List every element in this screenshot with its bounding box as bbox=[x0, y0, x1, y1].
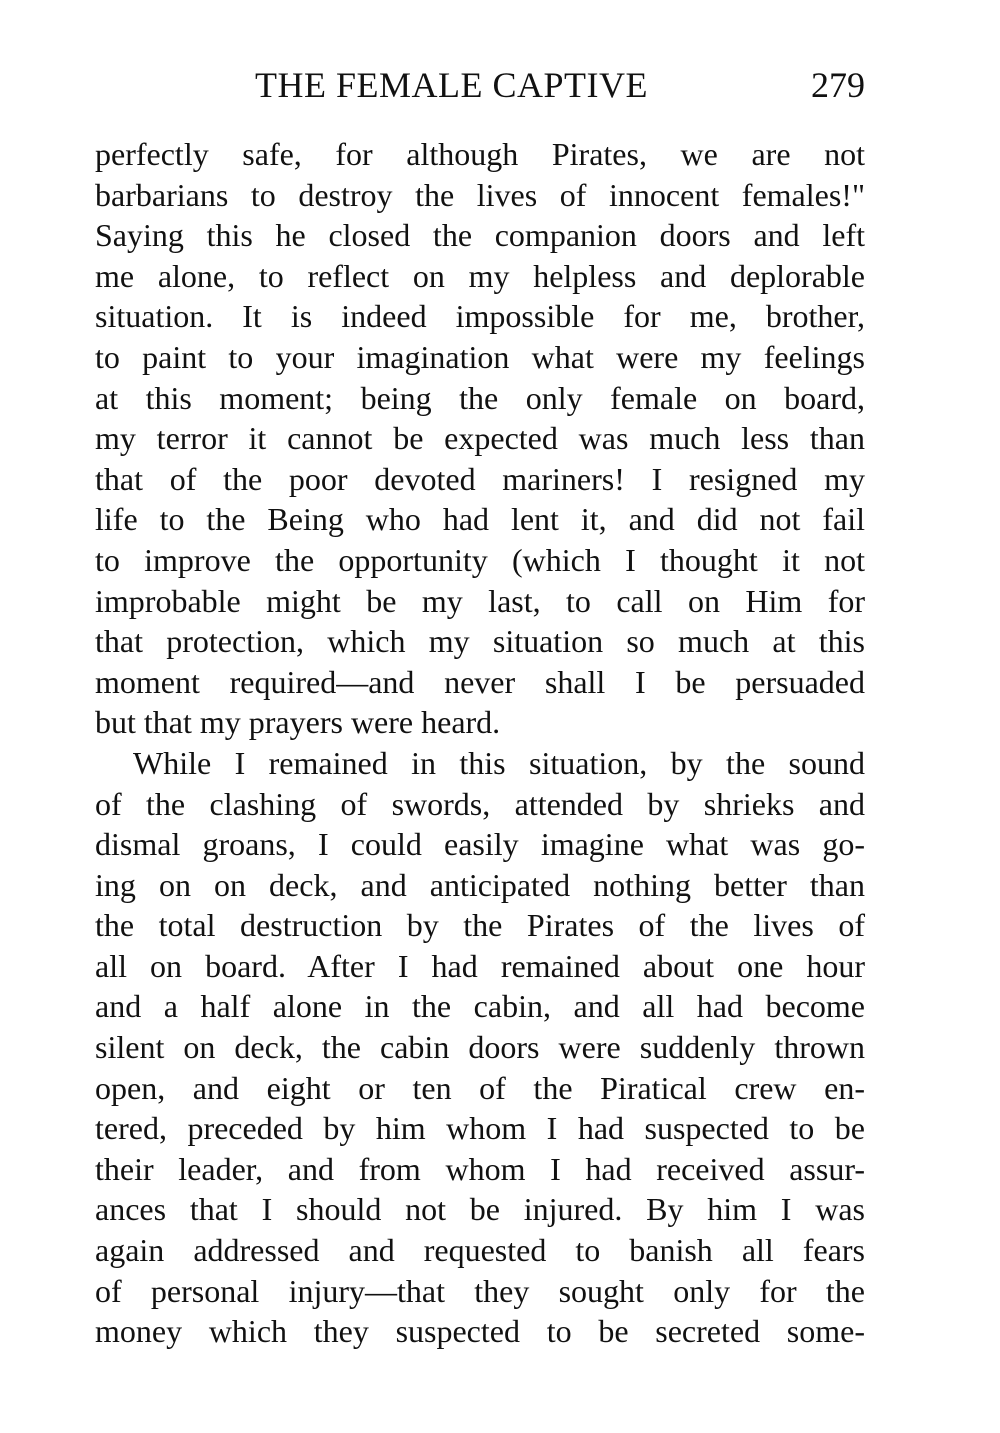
text-line: ances that I should not be injured. By him I was bbox=[95, 1191, 865, 1228]
text-line: at this moment; being the only female on board, bbox=[95, 379, 865, 416]
text-line: While I remained in this situation, by the sound bbox=[133, 744, 865, 781]
paragraph-2 bbox=[95, 743, 865, 1352]
text-line: again addressed and requested to banish all fears bbox=[95, 1232, 865, 1269]
text-line: and a half alone in the cabin, and all had become bbox=[95, 988, 865, 1025]
body-text bbox=[95, 134, 865, 1352]
text-line: ing on on deck, and anticipated nothing better than bbox=[95, 866, 865, 903]
text-line: but that my prayers were heard. bbox=[95, 704, 501, 741]
text-line: Saying this he closed the companion doors and left bbox=[95, 217, 865, 254]
text-line: that protection, which my situation so much at this bbox=[95, 623, 865, 660]
text-line: my terror it cannot be expected was much less than bbox=[95, 420, 865, 457]
text-line: of personal injury—that they sought only for the bbox=[95, 1272, 865, 1309]
text-line: that of the poor devoted mariners! I resigned my bbox=[95, 460, 865, 497]
text-line: improbable might be my last, to call on Him for bbox=[95, 582, 865, 619]
text-line: life to the Being who had lent it, and did not fail bbox=[95, 501, 865, 538]
text-line: moment required—and never shall I be persuaded bbox=[95, 663, 865, 700]
text-line: tered, preceded by him whom I had suspected to be bbox=[95, 1110, 865, 1147]
text-line: dismal groans, I could easily imagine what was go- bbox=[95, 826, 865, 863]
page-number: 279 bbox=[811, 65, 865, 105]
text-line: the total destruction by the Pirates of the lives of bbox=[95, 907, 865, 944]
text-line: open, and eight or ten of the Piratical crew en- bbox=[95, 1069, 865, 1106]
text-line: to improve the opportunity (which I thought it not bbox=[95, 541, 865, 578]
page-header bbox=[95, 60, 865, 110]
text-line: to paint to your imagination what were my feelings bbox=[95, 338, 865, 375]
text-line: me alone, to reflect on my helpless and deplorable bbox=[95, 257, 865, 294]
paragraph-1 bbox=[95, 134, 865, 743]
text-line: of the clashing of swords, attended by shrieks and bbox=[95, 785, 865, 822]
text-line: their leader, and from whom I had received assur- bbox=[95, 1150, 865, 1187]
text-line: barbarians to destroy the lives of innocent females!" bbox=[95, 176, 865, 213]
text-line: money which they suspected to be secreted some- bbox=[95, 1313, 865, 1350]
text-line: silent on deck, the cabin doors were suddenly thrown bbox=[95, 1029, 865, 1066]
text-line: all on board. After I had remained about one hour bbox=[95, 947, 865, 984]
running-title: THE FEMALE CAPTIVE bbox=[255, 65, 648, 105]
text-line: situation. It is indeed impossible for me, brother, bbox=[95, 298, 865, 335]
text-line: perfectly safe, for although Pirates, we are not bbox=[95, 136, 865, 172]
